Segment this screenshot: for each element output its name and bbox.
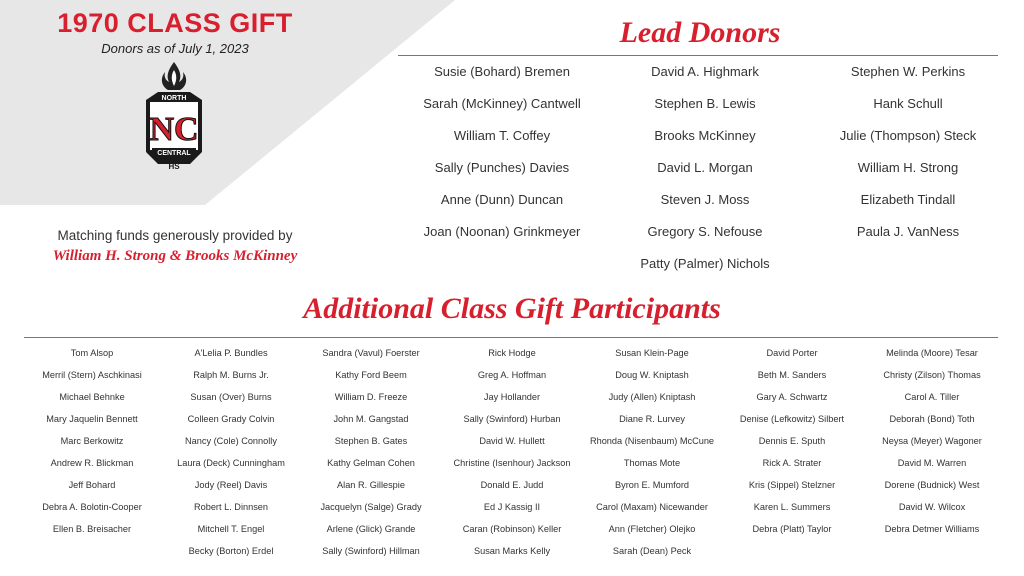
lead-donor-name: Stephen W. Perkins <box>850 64 966 79</box>
additional-participants-title: Additional Class Gift Participants <box>303 292 721 325</box>
participant-name: Diane R. Lurvey <box>619 414 685 424</box>
participant-name: Jay Hollander <box>483 392 541 402</box>
donors-date-subtitle: Donors as of July 1, 2023 <box>101 41 249 56</box>
torch-flame-icon <box>162 62 186 90</box>
participant-name: Marc Berkowitz <box>60 436 124 446</box>
participant-name: Melinda (Moore) Tesar <box>886 348 978 358</box>
participants-column-3 <box>301 342 441 562</box>
participant-name: Mitchell T. Engel <box>197 524 265 534</box>
participant-name: Christy (Zilson) Thomas <box>883 370 981 380</box>
logo-text-central: CENTRAL <box>157 150 191 157</box>
participant-name: Sandra (Vavul) Foerster <box>322 348 420 358</box>
lead-donor-name: William T. Coffey <box>453 128 551 143</box>
participants-column-6 <box>722 342 862 540</box>
participant-name: Alan R. Gillespie <box>337 480 405 490</box>
participant-name: Robert L. Dinnsen <box>193 502 269 512</box>
logo-text-nc: NC <box>149 111 199 148</box>
logo-text-north: NORTH <box>161 95 187 102</box>
participant-name: Nancy (Cole) Connolly <box>185 436 277 446</box>
participant-name: Carol A. Tiller <box>904 392 960 402</box>
participant-name: Byron E. Mumford <box>614 480 690 490</box>
participant-name: Becky (Borton) Erdel <box>188 546 274 556</box>
participants-column-1 <box>22 342 162 540</box>
lead-divider <box>398 55 998 56</box>
participant-name: Stephen B. Gates <box>334 436 408 446</box>
participant-name: David W. Wilcox <box>898 502 966 512</box>
participant-name: Ed J Kassig II <box>483 502 541 512</box>
lead-donor-name: Susie (Bohard) Bremen <box>434 64 570 79</box>
lead-donor-name: Patty (Palmer) Nichols <box>640 256 770 271</box>
participants-column-7 <box>862 342 1002 540</box>
participant-name: Karen L. Summers <box>753 502 831 512</box>
matching-funds-names: William H. Strong & Brooks McKinney <box>52 248 298 264</box>
lead-donor-name: Julie (Thompson) Steck <box>839 128 977 143</box>
participant-name: Denise (Lefkowitz) Silbert <box>739 414 845 424</box>
participant-name: David Porter <box>766 348 818 358</box>
participant-name: Andrew R. Blickman <box>50 458 134 468</box>
participant-name: Donald E. Judd <box>480 480 544 490</box>
participants-column-4 <box>442 342 582 562</box>
participant-name: Debra Detmer Williams <box>884 524 980 534</box>
participant-name: Laura (Deck) Cunningham <box>177 458 285 468</box>
participant-name: Dennis E. Sputh <box>758 436 826 446</box>
lead-donor-name: William H. Strong <box>857 160 959 175</box>
participant-name: A'Lelia P. Bundles <box>194 348 268 358</box>
participant-name: Greg A. Hoffman <box>477 370 547 380</box>
participant-name: Merril (Stern) Aschkinasi <box>42 370 142 380</box>
matching-funds-text: Matching funds generously provided by <box>57 228 293 243</box>
participant-name: Neysa (Meyer) Wagoner <box>882 436 982 446</box>
participant-name: Christine (Isenhour) Jackson <box>453 458 571 468</box>
participant-name: Michael Behnke <box>59 392 125 402</box>
lead-donor-name: Sally (Punches) Davies <box>434 160 570 175</box>
participants-column-2 <box>161 342 301 562</box>
participant-name: Sally (Swinford) Hurban <box>463 414 561 424</box>
additional-divider <box>24 337 998 338</box>
participant-name: Rick Hodge <box>488 348 536 358</box>
participant-name: Doug W. Kniptash <box>615 370 689 380</box>
lead-donor-name: David L. Morgan <box>657 160 753 175</box>
lead-donors-column-2 <box>603 60 807 284</box>
participant-name: Susan Marks Kelly <box>473 546 551 556</box>
lead-donor-name: Brooks McKinney <box>654 128 756 143</box>
lead-donor-name: Elizabeth Tindall <box>860 192 956 207</box>
north-central-logo <box>138 60 210 172</box>
participant-name: Judy (Allen) Kniptash <box>608 392 696 402</box>
participant-name: Carol (Maxam) Nicewander <box>596 502 708 512</box>
participant-name: Ann (Fletcher) Olejko <box>608 524 696 534</box>
lead-donors-column-1 <box>400 60 604 252</box>
participant-name: Debra (Platt) Taylor <box>752 524 832 534</box>
participant-name: Jeff Bohard <box>68 480 116 490</box>
participant-name: Ralph M. Burns Jr. <box>193 370 269 380</box>
participant-name: Tom Alsop <box>70 348 114 358</box>
lead-donors-title: Lead Donors <box>619 16 781 49</box>
participant-name: Susan (Over) Burns <box>190 392 272 402</box>
participant-name: Susan Klein-Page <box>615 348 689 358</box>
participant-name: Kathy Gelman Cohen <box>327 458 415 468</box>
lead-donors-column-3 <box>806 60 1010 252</box>
lead-donor-name: Steven J. Moss <box>660 192 750 207</box>
lead-donor-name: Stephen B. Lewis <box>654 96 756 111</box>
lead-donor-name: Sarah (McKinney) Cantwell <box>423 96 581 111</box>
participant-name: Rhonda (Nisenbaum) McCune <box>589 436 715 446</box>
lead-donor-name: Paula J. VanNess <box>856 224 960 239</box>
participant-name: Deborah (Bond) Toth <box>889 414 975 424</box>
participants-column-5 <box>582 342 722 562</box>
participant-name: Rick A. Strater <box>762 458 822 468</box>
participant-name: Kris (Sippel) Stelzner <box>748 480 836 490</box>
participant-name: David M. Warren <box>897 458 967 468</box>
participant-name: Arlene (Glick) Grande <box>326 524 416 534</box>
lead-donor-name: Joan (Noonan) Grinkmeyer <box>423 224 581 239</box>
logo-text-hs: HS <box>168 162 180 171</box>
participant-name: Colleen Grady Colvin <box>187 414 275 424</box>
participant-name: Debra A. Bolotin-Cooper <box>42 502 142 512</box>
participant-name: Jacquelyn (Salge) Grady <box>320 502 422 512</box>
participant-name: William D. Freeze <box>334 392 408 402</box>
participant-name: Jody (Reel) Davis <box>194 480 268 490</box>
participant-name: Sarah (Dean) Peck <box>612 546 692 556</box>
participant-name: Kathy Ford Beem <box>335 370 407 380</box>
participant-name: John M. Gangstad <box>333 414 409 424</box>
participant-name: Mary Jaquelin Bennett <box>46 414 138 424</box>
lead-donor-name: Anne (Dunn) Duncan <box>440 192 564 207</box>
participant-name: Thomas Mote <box>623 458 681 468</box>
participant-name: Caran (Robinson) Keller <box>462 524 562 534</box>
participant-name: Ellen B. Breisacher <box>52 524 132 534</box>
participant-name: Sally (Swinford) Hillman <box>322 546 420 556</box>
lead-donor-name: Hank Schull <box>873 96 943 111</box>
lead-donor-name: Gregory S. Nefouse <box>647 224 763 239</box>
lead-donor-name: David A. Highmark <box>651 64 759 79</box>
participant-name: David W. Hullett <box>479 436 545 446</box>
participant-name: Gary A. Schwartz <box>756 392 828 402</box>
participant-name: Beth M. Sanders <box>757 370 827 380</box>
class-gift-title: 1970 CLASS GIFT <box>57 8 293 38</box>
participant-name: Dorene (Budnick) West <box>884 480 980 490</box>
